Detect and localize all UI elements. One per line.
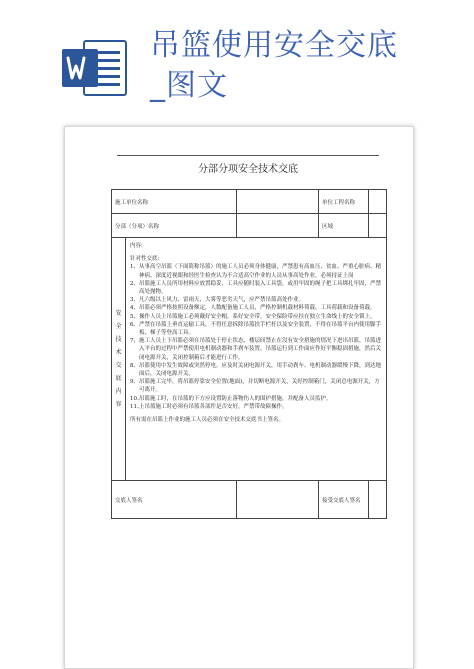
item-number: 9、 [130,379,139,386]
header-banner [0,0,474,118]
item-number: 10、 [130,395,143,402]
label-receiver-signature: 接受交底人签名 [319,481,369,519]
item-text: 吊篮施工完毕，将吊篮停靠安全位置(地面)，并切断电源开关，关好控制箱门，关闭总电源开关，方可离开。 [139,379,380,394]
item-text: 上吊篮施工时必须有吊篮各部件是否安好，严禁带故障操作。 [139,403,288,410]
list-item [130,378,382,394]
document-top-rule [117,155,379,156]
item-text: 从事高空吊篮（下面简称吊篮）的施工人员必须身体健康，严禁患有高血压、贫血、严重心脏病、精神病、深度近视眼和经医生检查认为不合适高空作业的人员从事高处作业，必须持证上岗 [139,264,382,279]
list-item [130,337,382,362]
page-title-line2: _图文 [150,68,228,103]
closing-note: 所有需在吊篮上作业的施工人员必须在安全技术交底书上签名。 [130,417,285,424]
side-char: 容 [115,401,122,408]
side-char: 内 [115,388,122,395]
item-text: 凡六级以上风力、雷雨天、大雾等恶劣天气，应严禁吊篮高处作业。 [139,297,305,304]
page-title [150,26,470,106]
item-text: 操作人员上吊篮施工必须戴好安全帽，系好安全带，安全保险带应挂在独立生命线上的安全锁上。 [139,313,376,320]
form-row-content [112,238,387,481]
item-text: 施工人员上下吊篮必须在吊篮处于停止状态，楼层间禁止在没有安全措施的情况下进出吊篮，吊篮进入平台的过程中严禁使用电机制动器和手刹车装置，吊篮运行到工作面应作好平衡稳固措施，然后关闭电源开关，关闭控制箱后才能进行工作。 [139,338,382,361]
document-title: 分部分项安全技术交底 [198,164,298,175]
value-subproject [237,214,319,238]
word-document-icon [62,39,128,97]
item-number: 6、 [130,321,139,328]
list-item [130,296,382,304]
side-char: 底 [115,375,122,382]
item-text: 吊篮施工时，在吊篮的下方应设置防止落物伤人的围护措施，并配备人员监护。 [139,395,332,402]
value-project-name [369,190,387,214]
item-number: 4、 [130,305,139,312]
form-row-unit [112,190,387,214]
label-project-name: 单位工程名称 [319,190,369,214]
content-subheading: 针对性交底: [130,256,160,263]
item-number: 3、 [130,297,139,304]
side-char: 全 [115,323,122,330]
content-heading: 内容: [130,243,143,249]
value-receiver-signature [369,481,387,519]
list-item [130,263,382,279]
content-side-label [112,238,126,481]
item-number: 8、 [130,362,139,369]
list-item [130,321,382,337]
item-number: 1、 [130,264,139,271]
page-title-line1: 吊篮使用安全交底 [150,28,398,63]
item-text: 吊篮使用中发生故障或突然停电，应及时关闭电源开关，用手动刹车、电机制动器缓慢下降，到达地面后，关闭电源开关。 [139,362,382,378]
list-item [130,280,382,296]
item-number: 5、 [130,313,139,320]
label-construction-unit: 施工单位名称 [112,190,237,214]
item-text: 吊篮施工人员所用材料应放置稳妥，工具应随时装入工具袋，或用牢固的绳子把工具绑扎牢固，严禁高处抛物。 [139,280,382,296]
value-briefer-signature [237,481,319,519]
item-number: 7、 [130,338,139,345]
list-item [130,403,382,411]
item-text: 严禁在吊篮上垂直运输工具，不得任意拆除吊篮扶手栏杆以及安全装置，不得在吊篮平台内使用脚手板、梯子等登高工具。 [139,321,382,337]
form-row-subproject [112,214,387,238]
label-area: 区域 [319,214,369,238]
item-number: 11、 [130,403,143,410]
item-number: 2、 [130,280,139,287]
side-char: 安 [115,310,122,317]
safety-briefing-form [111,189,387,519]
content-body [126,238,387,481]
item-text: 吊篮必须严格按照设备额定，人数配备施工人员，严格控制机载材料荷载，工具荷载和设备荷载。 [139,305,376,312]
side-char: 交 [115,362,122,369]
list-item [130,304,382,312]
list-item [130,362,382,378]
form-row-signatures [112,481,387,519]
list-item [130,313,382,321]
side-char: 术 [115,349,122,356]
value-area [369,214,387,238]
list-item [130,395,382,403]
label-subproject: 分部（分项）名称 [112,214,237,238]
label-briefer-signature: 交底人签名 [112,481,237,519]
side-char: 技 [115,336,122,343]
value-construction-unit [237,190,319,214]
